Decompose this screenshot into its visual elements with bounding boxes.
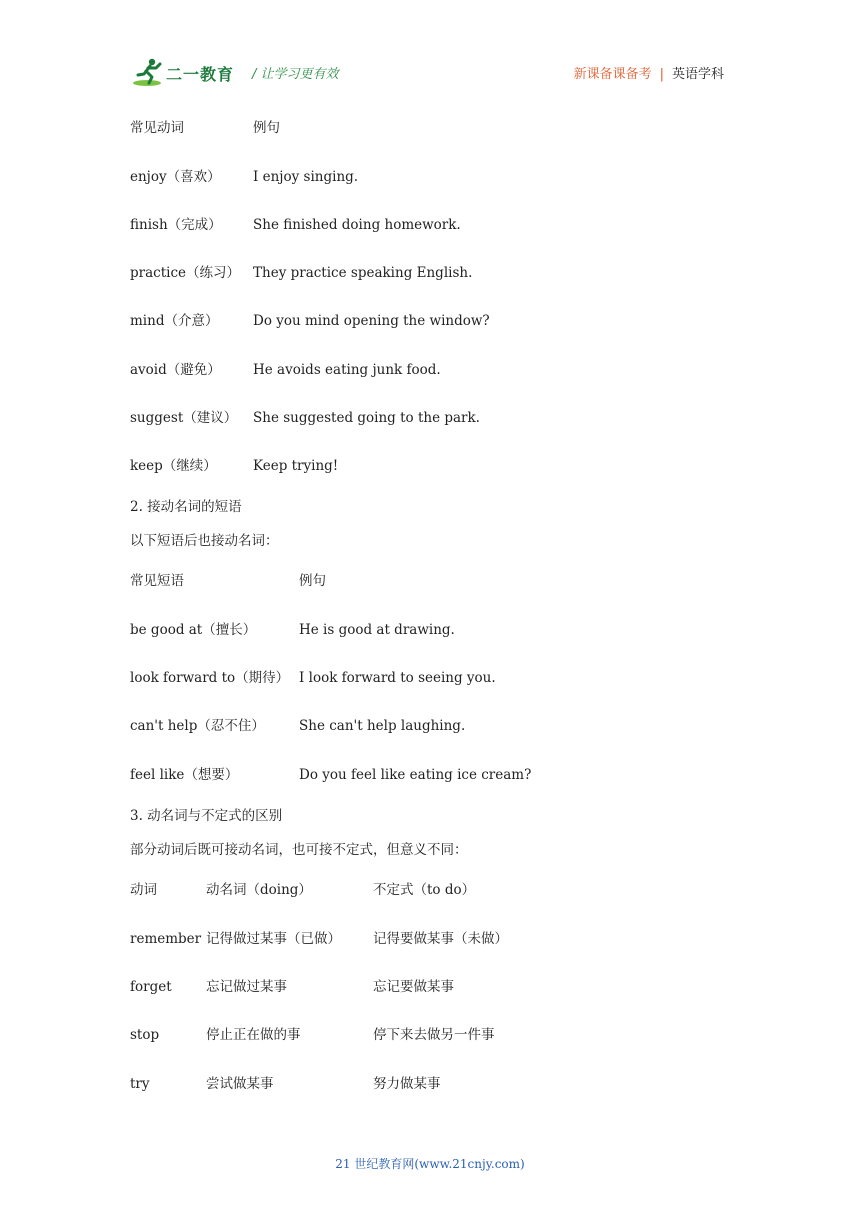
table3-verb: stop bbox=[130, 1027, 160, 1043]
table1-example: She finished doing homework. bbox=[253, 217, 461, 233]
table3-header-cell: 不定式（to do） bbox=[373, 882, 476, 898]
table3-gerund-meaning: 停止正在做的事 bbox=[206, 1027, 301, 1043]
section3-title: 3. 动名词与不定式的区别 bbox=[130, 808, 283, 824]
table1-verb: mind（介意） bbox=[130, 313, 219, 329]
table3-gerund-meaning: 忘记做过某事 bbox=[206, 979, 287, 995]
table2-example: He is good at drawing. bbox=[299, 622, 455, 638]
table1-verb: finish（完成） bbox=[130, 217, 222, 233]
section3-intro: 部分动词后既可接动名词，也可接不定式，但意义不同： bbox=[130, 842, 468, 858]
table3-infinitive-meaning: 记得要做某事（未做） bbox=[373, 931, 508, 947]
table3-verb: try bbox=[130, 1076, 150, 1092]
table2-example: Do you feel like eating ice cream? bbox=[299, 767, 532, 783]
table2-phrase: be good at（擅长） bbox=[130, 622, 257, 638]
table2-example: She can't help laughing. bbox=[299, 718, 466, 734]
header-course-label: 新课备课备考 bbox=[573, 67, 652, 82]
table1-verb: practice（练习） bbox=[130, 265, 240, 281]
page-footer: 21 世纪教育网(www.21cnjy.com) bbox=[335, 1157, 525, 1171]
table1-verb: keep（继续） bbox=[130, 458, 217, 474]
table3-header-cell: 动词 bbox=[130, 882, 157, 898]
table1-verb: suggest（建议） bbox=[130, 410, 238, 426]
table2-header-cell: 常见短语 bbox=[130, 573, 184, 589]
runner-logo-icon bbox=[132, 56, 166, 88]
header-separator: | bbox=[659, 67, 664, 82]
section2-title: 2. 接动名词的短语 bbox=[130, 499, 242, 515]
table3-gerund-meaning: 记得做过某事（已做） bbox=[206, 931, 341, 947]
header-subject-label: 英语学科 bbox=[671, 67, 724, 82]
table3-infinitive-meaning: 努力做某事 bbox=[373, 1076, 441, 1092]
table2-phrase: look forward to（期待） bbox=[130, 670, 290, 686]
table3-infinitive-meaning: 忘记要做某事 bbox=[373, 979, 454, 995]
table1-example: He avoids eating junk food. bbox=[253, 362, 441, 378]
table2-phrase: feel like（想要） bbox=[130, 767, 239, 783]
table1-example: Do you mind opening the window? bbox=[253, 313, 490, 329]
header-subject bbox=[574, 63, 724, 82]
table3-verb: forget bbox=[130, 979, 172, 995]
table2-phrase: can't help（忍不住） bbox=[130, 718, 265, 734]
table1-header-cell: 常见动词 bbox=[130, 120, 184, 136]
table3-verb: remember bbox=[130, 931, 202, 947]
table3-header-cell: 动名词（doing） bbox=[206, 882, 312, 898]
table2-header-cell: 例句 bbox=[299, 573, 326, 589]
table3-gerund-meaning: 尝试做某事 bbox=[206, 1076, 274, 1092]
table1-verb: enjoy（喜欢） bbox=[130, 169, 221, 185]
table3-infinitive-meaning: 停下来去做另一件事 bbox=[373, 1027, 495, 1043]
logo bbox=[132, 56, 242, 88]
table1-header-cell: 例句 bbox=[253, 120, 280, 136]
table1-verb: avoid（避免） bbox=[130, 362, 221, 378]
page-header bbox=[0, 0, 860, 100]
section2-intro: 以下短语后也接动名词： bbox=[130, 533, 279, 549]
table1-example: Keep trying! bbox=[253, 458, 339, 474]
slogan: / 让学习更有效 bbox=[252, 67, 339, 82]
table1-example: I enjoy singing. bbox=[253, 169, 359, 185]
table1-example: They practice speaking English. bbox=[253, 265, 473, 281]
table2-example: I look forward to seeing you. bbox=[299, 670, 496, 686]
logo-text: 二一教育 bbox=[166, 65, 235, 84]
table1-example: She suggested going to the park. bbox=[253, 410, 480, 426]
